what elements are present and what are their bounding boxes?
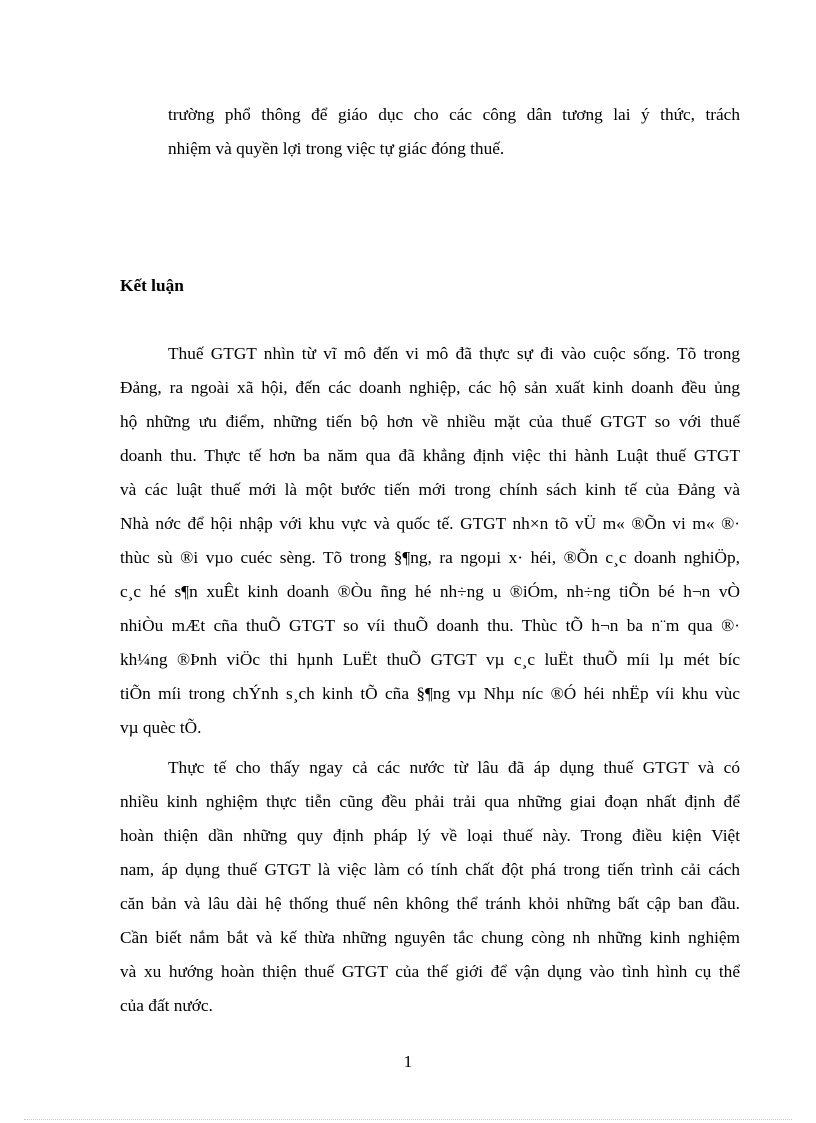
text-line: hộ những ưu điểm, những tiến bộ hơn về nhiều mặt của thuế GTGT so với thuế [120, 412, 740, 431]
text-line: Thuế GTGT nhìn từ vĩ mô đến vi mô đã thực sự đi vào cuộc sống. Tõ trong [168, 344, 740, 363]
text-line: doanh thu. Thực tế hơn ba năm qua đã khẳng định việc thi hành Luật thuế GTGT [120, 446, 740, 465]
intro-paragraph [168, 98, 740, 166]
text-line: Đảng, ra ngoài xã hội, đến các doanh nghiệp, các hộ sản xuất kinh doanh đều ủng [120, 378, 740, 397]
page-number: 1 [403, 1052, 413, 1071]
text-line: căn bản và lâu dài hệ thống thuế nên không thể tránh khỏi những bất cập ban đầu. [120, 894, 740, 913]
conclusion-paragraph-1 [120, 337, 740, 745]
text-line: của đất nước. [120, 996, 213, 1015]
text-line: tiÕn míi trong chÝnh s¸ch kinh tÕ cña §¶ng vµ Nhµ níc ®Ó héi nhËp víi khu vùc [120, 684, 740, 703]
conclusion-paragraph-2 [120, 751, 740, 1023]
text-line: nhiệm và quyền lợi trong việc tự giác đóng thuế. [168, 139, 505, 158]
text-line: nhiều kinh nghiệm thực tiễn cũng đều phải trải qua những giai đoạn nhất định để [120, 792, 740, 811]
text-line: thùc sù ®i vµo cuéc sèng. Tõ trong §¶ng, ra ngoµi x· héi, ®Õn c¸c doanh nghiÖp, [120, 548, 740, 567]
text-line: Nhà nớc để hội nhập với khu vực và quốc tế. GTGT nh×n tõ vÜ m« ®Õn vi m« ®· [120, 514, 740, 533]
section-heading: Kết luận [120, 276, 184, 295]
text-line: Thực tế cho thấy ngay cả các nước từ lâu đã áp dụng thuế GTGT và có [168, 758, 740, 777]
text-line: vµ quèc tÕ. [120, 718, 202, 737]
text-line: và các luật thuế mới là một bước tiến mới trong chính sách kinh tế của Đảng và [120, 480, 740, 499]
text-line: Cần biết nắm bắt và kế thừa những nguyên tắc chung còng nh những kinh nghiệm [120, 928, 740, 947]
text-line: kh¼ng ®Þnh viÖc thi hµnh LuËt thuÕ GTGT vµ c¸c luËt thuÕ míi lµ mét bíc [120, 650, 740, 669]
text-line: hoàn thiện dần những quy định pháp lý về loại thuế này. Trong điều kiện Việt [120, 826, 740, 845]
text-line: trường phổ thông để giáo dục cho các công dân tương lai ý thức, trách [168, 105, 740, 124]
page-bottom-divider [24, 1119, 792, 1120]
text-line: nhiÒu mÆt cña thuÕ GTGT so víi thuÕ doanh thu. Thùc tÕ h¬n ba n¨m qua ®· [120, 616, 740, 635]
text-line: nam, áp dụng thuế GTGT là việc làm có tính chất đột phá trong tiến trình cải cách [120, 860, 740, 879]
text-line: và xu hướng hoàn thiện thuế GTGT của thế giới để vận dụng vào tình hình cụ thể [120, 962, 740, 981]
text-line: c¸c hé s¶n xuÊt kinh doanh ®Òu ñng hé nh÷ng u ®iÓm, nh÷ng tiÕn bé h¬n vÒ [120, 582, 740, 601]
